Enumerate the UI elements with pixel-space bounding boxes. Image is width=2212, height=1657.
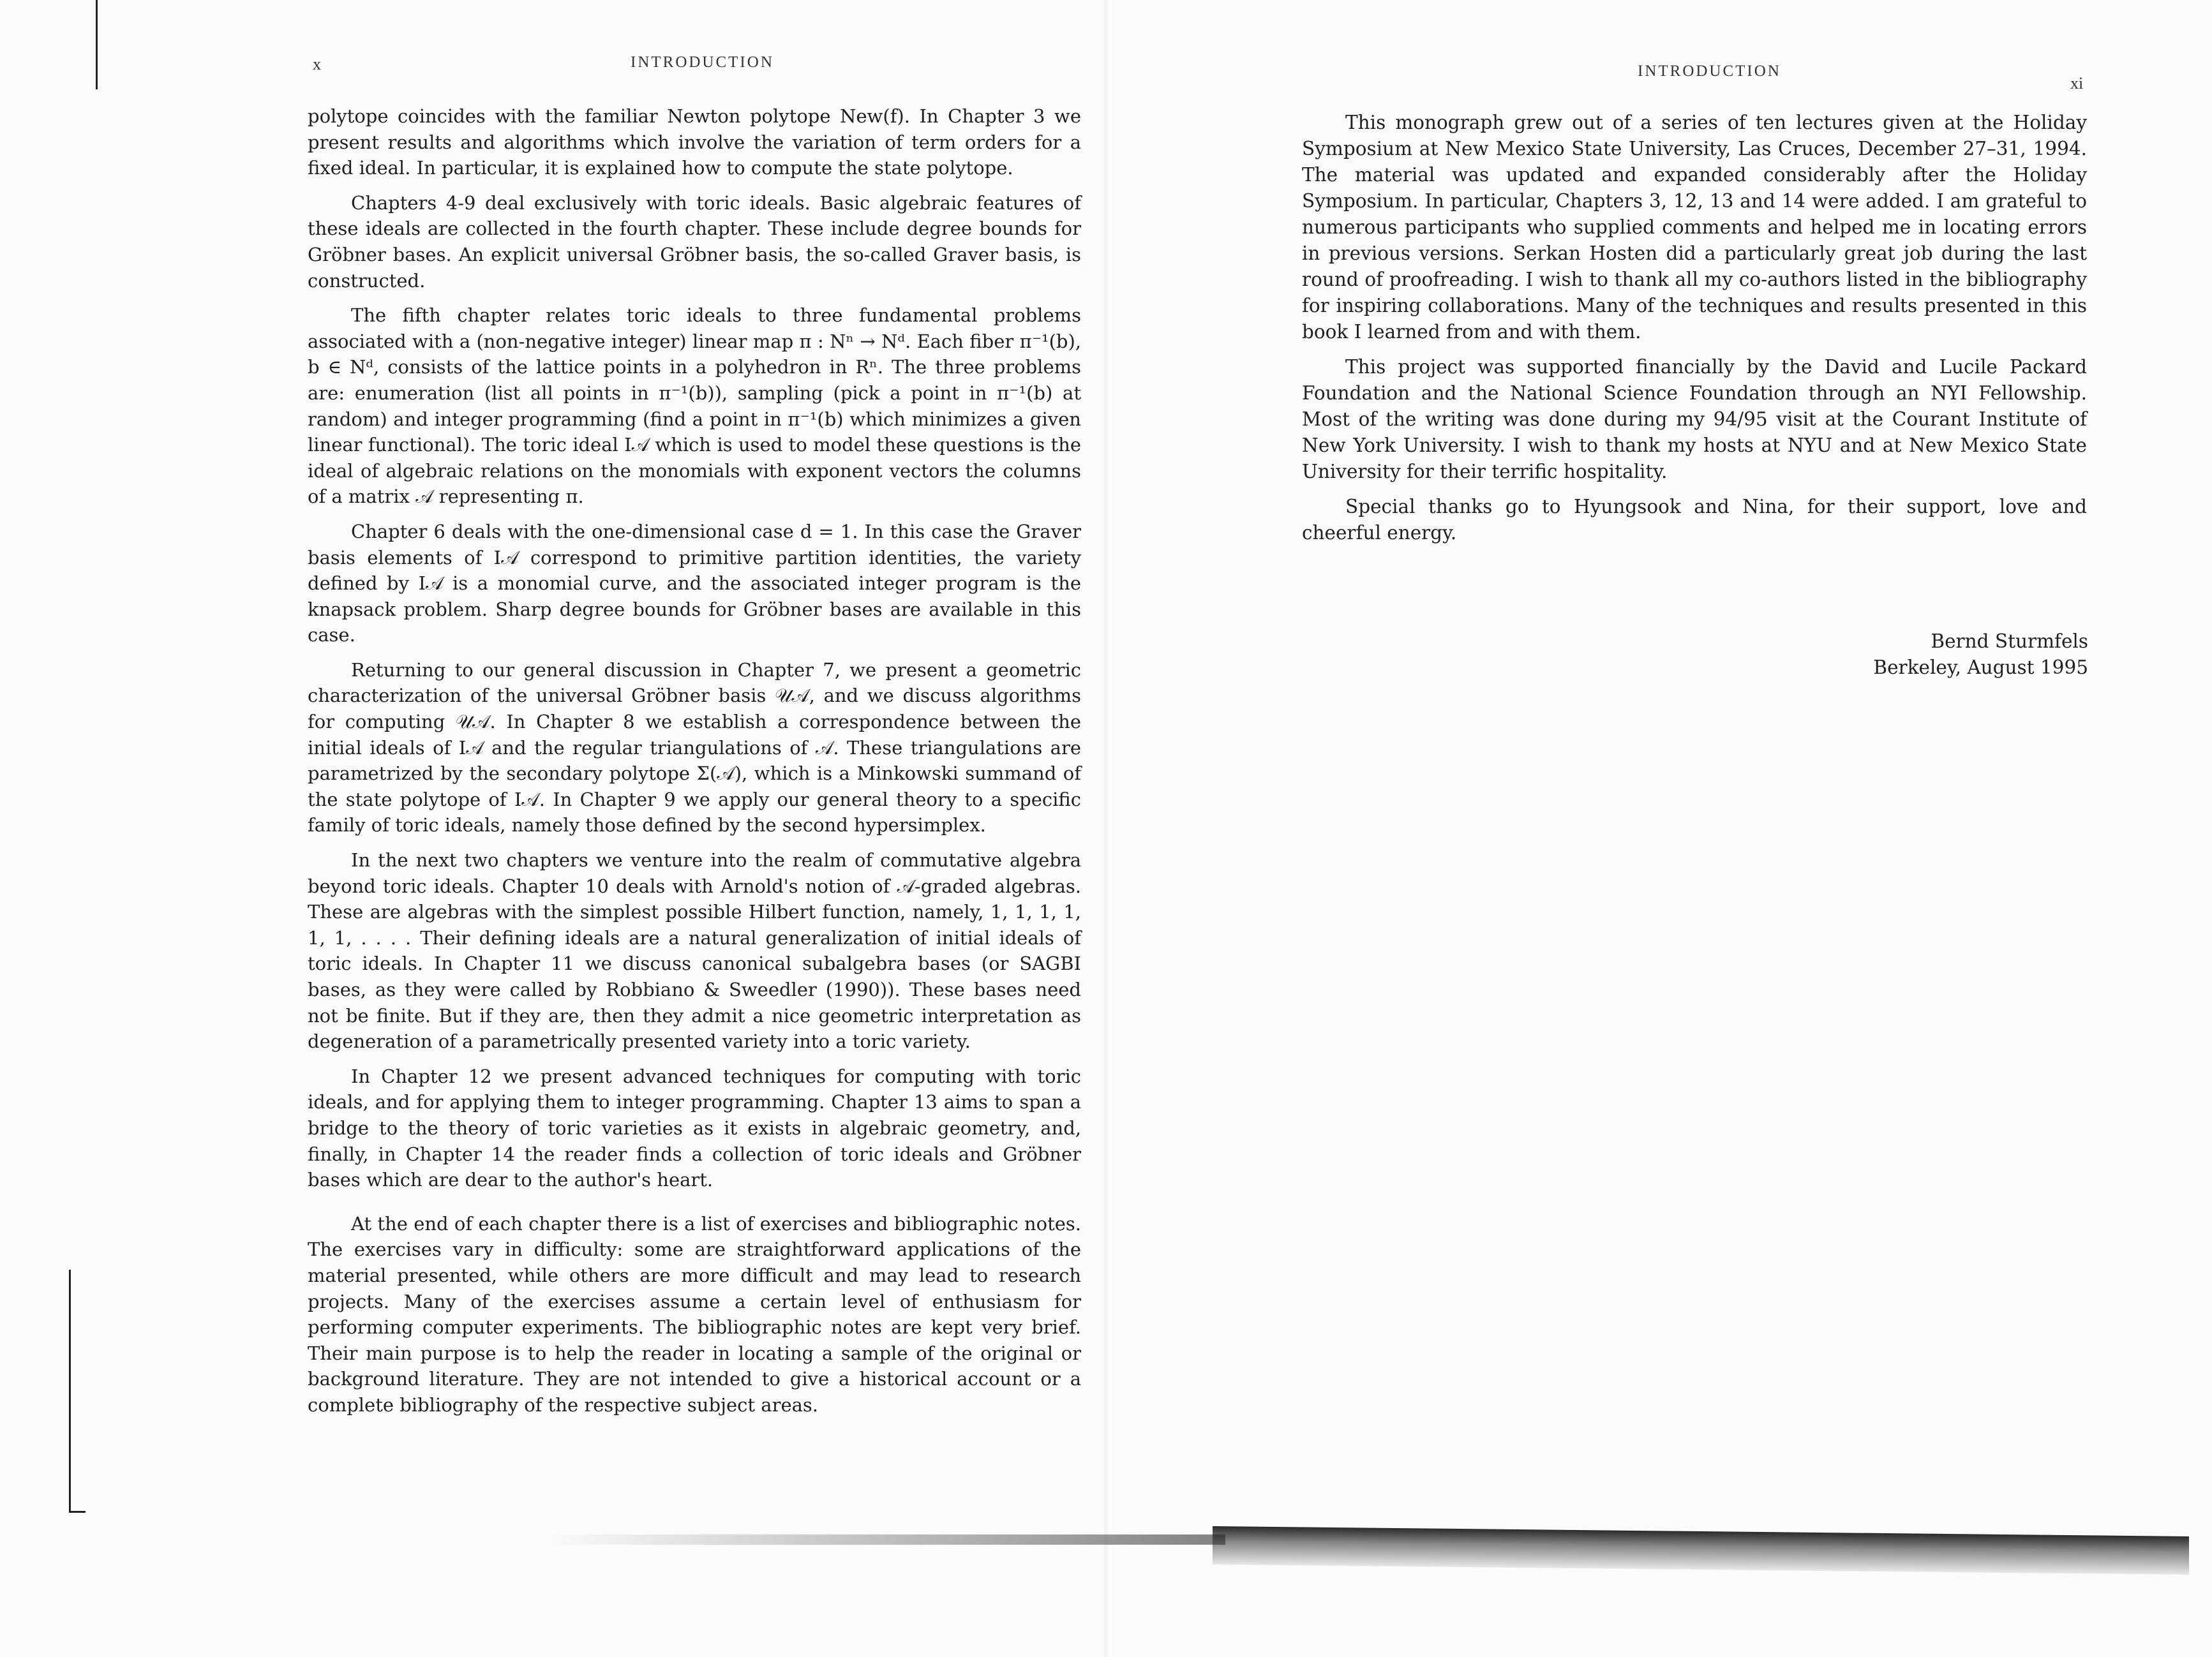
right-running-head: INTRODUCTION xyxy=(1638,63,1781,80)
scan-edge-mark xyxy=(96,0,98,89)
paragraph: Special thanks go to Hyungsook and Nina, for their support, love and cheerful energy. xyxy=(1302,496,2087,544)
left-body-text xyxy=(308,103,1081,1418)
paragraph: Returning to our general discussion in Chapter 7, we present a geometric characterization of the universal Gröbner basis 𝒰𝒜, and we discuss algorithms for computing 𝒰𝒜. In Chapter 8 we establish a correspondence between the initial ideals of I𝒜 and the regular triangulations of 𝒜. These triangulations are parametrized by the secondary polytope Σ(𝒜), which is a Minkowski summand of the state polytope of I𝒜. In Chapter 9 we apply our general theory to a specific family of toric ideals, namely those defined by the second hypersimplex. xyxy=(308,658,1081,836)
left-running-head: INTRODUCTION xyxy=(631,54,774,71)
signature-place-date: Berkeley, August 1995 xyxy=(1873,657,2088,678)
signature-block xyxy=(1873,628,2088,681)
scan-smudge xyxy=(549,1534,1225,1545)
signature-name: Bernd Sturmfels xyxy=(1931,630,2088,652)
paragraph: The fifth chapter relates toric ideals to three fundamental problems associated with a (non-negative integer) linear map π : Nⁿ → Nᵈ. Each fiber π⁻¹(b), b ∈ Nᵈ, consists of the lattice points in a polyhedron in Rⁿ. The three problems are: enumeration (list all points in π⁻¹(b)), sampling (pick a point in π⁻¹(b) at random) and integer programming (find a point in π⁻¹(b) which minimizes a given linear functional). The toric ideal I𝒜 which is used to model these questions is the ideal of algebraic relations on the monomials with exponent vectors the columns of a matrix 𝒜 representing π. xyxy=(308,304,1081,508)
left-page-number: x xyxy=(313,55,321,73)
paragraph: At the end of each chapter there is a list of exercises and bibliographic notes. The exercises vary in difficulty: some are straightforward applications of the material presented, while others are more difficult and may lead to research projects. Many of the exercises assume a certain level of enthusiasm for performing computer experiments. The bibliographic notes are kept very brief. Their main purpose is to help the reader in locating a sample of the original or background literature. They are not intended to give a historical account or a complete bibliography of the respective subject areas. xyxy=(308,1212,1081,1416)
right-page-number: xi xyxy=(2070,74,2084,93)
paragraph: This monograph grew out of a series of ten lectures given at the Holiday Symposium at New Mexico State University, Las Cruces, December 27–31, 1994. The material was updated and expanded considerably after the Holiday Symposium. In particular, Chapters 3, 12, 13 and 14 were added. I am grateful to numerous participants who supplied comments and helped me in locating errors in previous versions. Serkan Hosten did a particularly great job during the last round of proofreading. I wish to thank all my co-authors listed in the bibliography for inspiring collaborations. Many of the techniques and results presented in this book I learned from and with them. xyxy=(1302,112,2087,343)
paragraph: polytope coincides with the familiar Newton polytope New(f). In Chapter 3 we present results and algorithms which involve the variation of term orders for a fixed ideal. In particular, it is explained how to compute the state polytope. xyxy=(308,105,1081,179)
scan-edge-mark xyxy=(69,1270,71,1512)
paragraph: Chapters 4-9 deal exclusively with toric ideals. Basic algebraic features of these ideals are collected in the fourth chapter. These include degree bounds for Gröbner bases. An explicit universal Gröbner basis, the so-called Graver basis, is constructed. xyxy=(308,191,1081,292)
paragraph: This project was supported financially by the David and Lucile Packard Foundation and the National Science Foundation through an NYI Fellowship. Most of the writing was done during my 94/95 visit at the Courant Institute of New York University. I wish to thank my hosts at NYU and at New Mexico State University for their terrific hospitality. xyxy=(1302,356,2087,482)
paragraph: Chapter 6 deals with the one-dimensional case d = 1. In this case the Graver basis elements of I𝒜 correspond to primitive partition identities, the variety defined by I𝒜 is a monomial curve, and the associated integer program is the knapsack problem. Sharp degree bounds for Gröbner bases are available in this case. xyxy=(308,520,1081,646)
scan-edge-mark xyxy=(69,1511,86,1513)
right-body-text xyxy=(1302,110,2087,546)
paragraph: In the next two chapters we venture into the realm of commutative algebra beyond toric ideals. Chapter 10 deals with Arnold's notion of 𝒜-graded algebras. These are algebras with the simplest possible Hilbert function, namely, 1, 1, 1, 1, 1, 1, . . . . Their defining ideals are a natural generalization of initial ideals of toric ideals. In Chapter 11 we discuss canonical subalgebra bases (or SAGBI bases, as they were called by Robbiano & Sweedler (1990)). These bases need not be finite. But if they are, then they admit a nice geometric interpretation as degeneration of a parametrically presented variety into a toric variety. xyxy=(308,849,1081,1053)
right-page xyxy=(1106,0,2212,1657)
paragraph: In Chapter 12 we present advanced techniques for computing with toric ideals, and for applying them to integer programming. Chapter 13 aims to span a bridge to the theory of toric varieties as it exists in algebraic geometry, and, finally, in Chapter 14 the reader finds a collection of toric ideals and Gröbner bases which are dear to the author's heart. xyxy=(308,1065,1081,1191)
